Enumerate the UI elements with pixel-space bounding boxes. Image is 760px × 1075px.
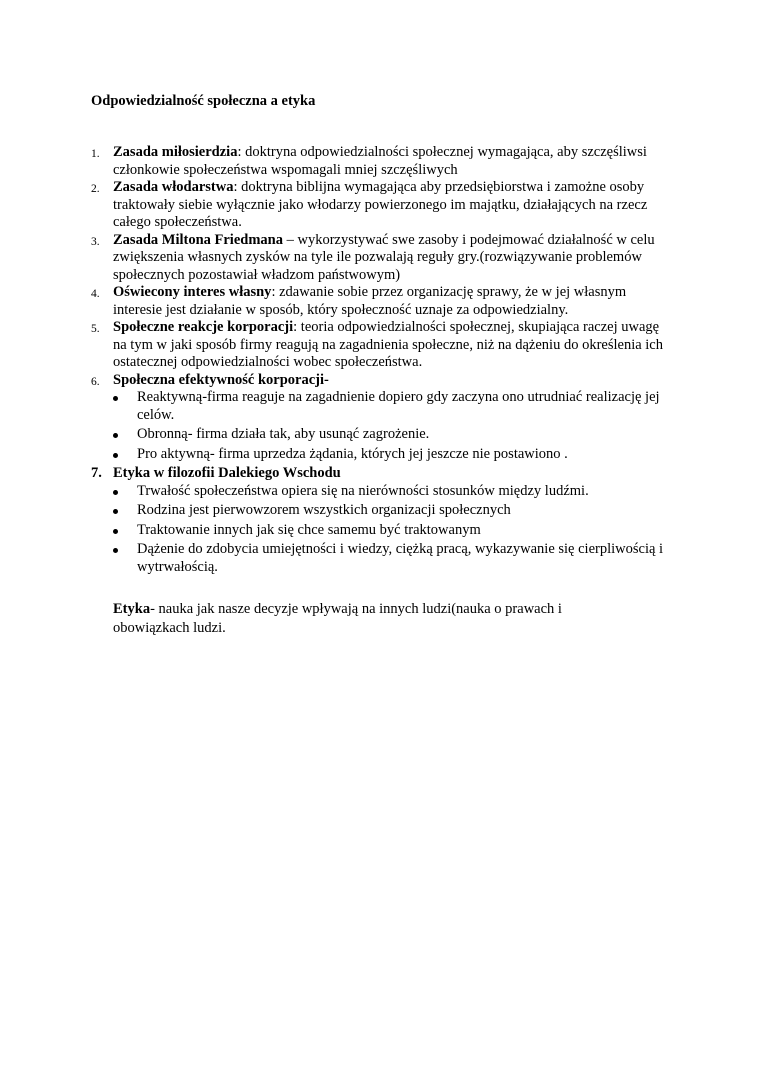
- definitions-list: [0, 144, 760, 578]
- item-text: : doktryna odpowiedzialności społecznej wymagająca, aby szczęśliwsi członkowie społeczeństwa wspomagali mniej szczęśliwych: [113, 144, 647, 178]
- item-number: 2.: [91, 183, 100, 195]
- item-term: Oświecony interes własny: [113, 284, 272, 300]
- bullet-dot-icon: [113, 396, 118, 401]
- bullet-dot-icon: [113, 509, 118, 514]
- list-item: [0, 232, 760, 285]
- list-item: [0, 284, 760, 319]
- list-item: [0, 319, 760, 372]
- bullet-dot-icon: [113, 548, 118, 553]
- ethics-term: Etyka: [113, 601, 151, 617]
- item-number: 3.: [91, 235, 100, 248]
- bullet-text: Trwałość społeczeństwa opiera się na nierówności stosunków między ludźmi.: [137, 482, 589, 499]
- bullet-text: Obronną- firma działa tak, aby usunąć zagrożenie.: [137, 426, 430, 442]
- list-item: [0, 179, 760, 232]
- bullet-dot-icon: [113, 490, 118, 495]
- item-term: Zasada miłosierdzia: [113, 144, 238, 160]
- list-item: [0, 465, 760, 576]
- item-number: 6.: [91, 375, 100, 388]
- bullet-item: [113, 446, 674, 464]
- ethics-definition: [113, 600, 623, 638]
- item-term: Społeczna efektywność korporacji-: [113, 371, 329, 388]
- bullet-text: Reaktywną-firma reaguje na zagadnienie dopiero gdy zaczyna ono utrudniać realizację jej celów.: [137, 389, 660, 423]
- bullet-dot-icon: [113, 529, 118, 534]
- bullet-item: [113, 426, 674, 444]
- item-text: : zdawanie sobie przez organizację sprawy, że w jej własnym interesie jest działanie w sposób, który społeczność uznaje za odpowiedzialny.: [113, 284, 627, 318]
- item-text: : doktryna biblijna wymagająca aby przedsiębiorstwa i zamożne osoby traktowały siebie wyłącznie jako włodarzy powierzonego im majątku, działających na rzecz całego społeczeństwa.: [113, 179, 648, 230]
- bullet-text: Traktowanie innych jak się chce samemu być traktowanym: [137, 521, 481, 538]
- bullet-item: [113, 522, 674, 540]
- bullet-dot-icon: [113, 453, 118, 458]
- list-item: [0, 372, 760, 464]
- document-title: Odpowiedzialność społeczna a etyka: [91, 93, 316, 109]
- bullet-dot-icon: [113, 433, 118, 438]
- item-term: Społeczne reakcje korporacji: [113, 319, 294, 335]
- list-item: [0, 144, 760, 179]
- item-number: 5.: [91, 323, 100, 335]
- bullet-item: [113, 483, 674, 501]
- bullet-item: [113, 502, 674, 520]
- item-text: – wykorzystywać swe zasoby i podejmować działalność w celu zwiększenia własnych zysków na tyle ile pozwalają reguły gry.(rozwiązywanie problemów społecznych pozostawiał władzom państwowym): [113, 231, 655, 283]
- item-number: 1.: [91, 148, 100, 160]
- bullet-list: [113, 389, 674, 463]
- item-term: Zasada Miltona Friedmana: [113, 231, 283, 248]
- item-term: Zasada włodarstwa: [113, 179, 234, 195]
- item-number: 4.: [91, 288, 100, 300]
- ethics-text: - nauka jak nasze decyzje wpływają na innych ludzi(nauka o prawach i obowiązkach ludzi.: [113, 601, 562, 636]
- bullet-list: [113, 483, 674, 577]
- item-term: Etyka w filozofii Dalekiego Wschodu: [113, 465, 341, 481]
- bullet-item: [113, 389, 674, 424]
- bullet-text: Dążenie do zdobycia umiejętności i wiedzy, ciężką pracą, wykazywanie się cierpliwością i wytrwałością.: [137, 541, 664, 575]
- bullet-item: [113, 541, 674, 576]
- bullet-text: Pro aktywną- firma uprzedza żądania, których jej jeszcze nie postawiono .: [137, 445, 568, 462]
- item-text: : teoria odpowiedzialności społecznej, skupiająca raczej uwagę na tym w jaki sposób firmy reagują na zagadnienia społeczne, niż na dążeniu do określenia ich ostatecznej odpowiedzialności wobec społeczeństwa.: [113, 319, 663, 370]
- item-number: 7.: [91, 465, 102, 481]
- bullet-text: Rodzina jest pierwowzorem wszystkich organizacji społecznych: [137, 502, 511, 518]
